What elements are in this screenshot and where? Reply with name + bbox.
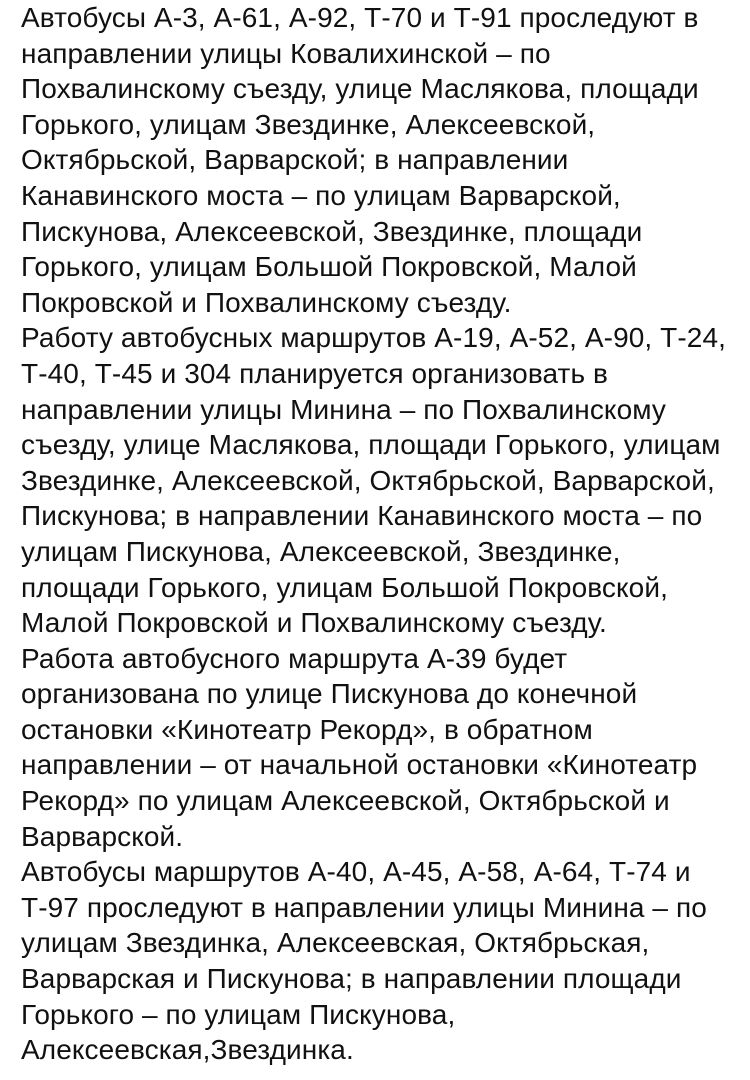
text-line: Алексеевская,Звездинка. [21,1034,354,1066]
text-line: съезду, улице Маслякова, площади Горького, улицам [21,429,721,461]
text-line: Канавинского моста – по улицам Варварской, [21,179,621,211]
text-line: направлении – от начальной остановки «Кинотеатр [21,749,698,781]
text-line: Покровской и Похвалинскому съезду. [21,286,512,318]
text-line: улицам Пискунова, Алексеевской, Звездинке, [21,535,621,567]
text-line: Пискунова, Алексеевской, Звездинке, площади [21,215,643,247]
text-line: Автобусы А-3, А-61, А-92, Т-70 и Т-91 проследуют в [21,2,699,33]
text-line: направлении улицы Ковалихинской – по [21,37,551,69]
text-line: Горького – по улицам Пискунова, [21,998,456,1030]
text-line: Пискунова; в направлении Канавинского моста – по [21,500,703,532]
text-line: Варварской. [21,820,184,852]
text-line: Похвалинскому съезду, улице Маслякова, площади [21,73,699,105]
text-line: Т-97 проследуют в направлении улицы Минина – по [21,891,707,923]
text-line: Автобусы маршрутов А-40, А-45, А-58, А-64, Т-74 и [21,856,691,888]
text-line: площади Горького, улицам Большой Покровской, [21,571,668,603]
text-line: организована по улице Пискунова до конечной [21,678,638,710]
text-line: направлении улицы Минина – по Похвалинскому [21,393,667,425]
text-line: Т-40, Т-45 и 304 планируется организовать в [21,357,609,389]
text-line: Октябрьской, Варварской; в направлении [21,144,569,176]
text-line: Звездинке, Алексеевской, Октябрьской, Варварской, [21,464,715,496]
text-line: Работа автобусного маршрута А-39 будет [21,642,568,674]
text-line: Горького, улицам Большой Покровской, Малой [21,251,637,283]
text-line: остановки «Кинотеатр Рекорд», в обратном [21,713,593,745]
text-line: Рекорд» по улицам Алексеевской, Октябрьской и [21,785,670,817]
text-line: Работу автобусных маршрутов А-19, А-52, А-90, Т-24, [21,322,727,354]
text-line: улицам Звездинка, Алексеевская, Октябрьская, [21,927,650,959]
text-line: Варварская и Пискунова; в направлении площади [21,963,682,995]
text-line: Малой Покровской и Похвалинскому съезду. [21,607,607,639]
document-text [21,0,741,1068]
text-line: Горького, улицам Звездинке, Алексеевской, [21,108,596,140]
